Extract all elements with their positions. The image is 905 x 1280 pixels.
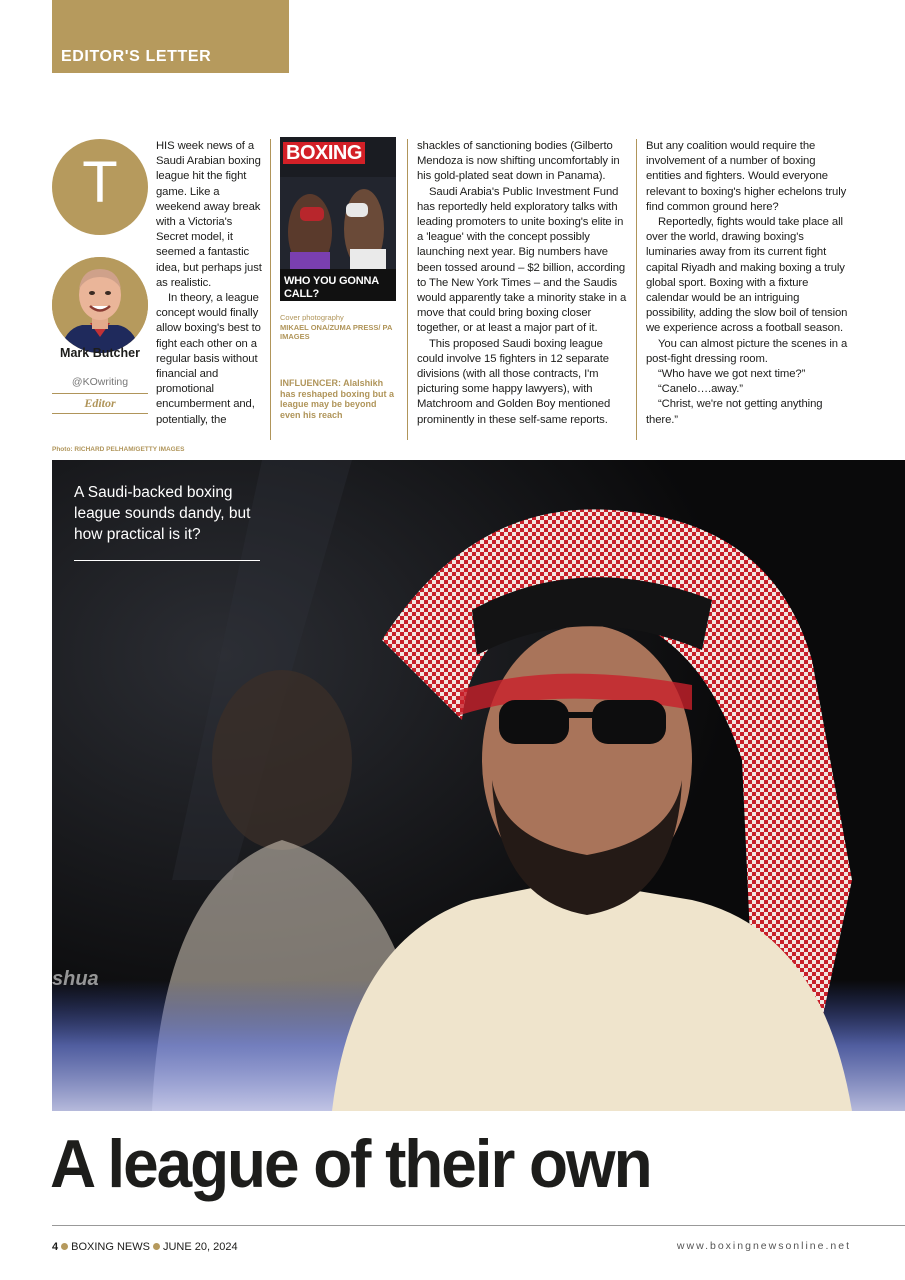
footer-rule bbox=[52, 1225, 905, 1226]
website-url: www.boxingnewsonline.net bbox=[676, 1240, 851, 1252]
cover-masthead: BOXING bbox=[283, 142, 365, 164]
column-rule bbox=[407, 139, 408, 440]
quote-line: “Canelo….away.” bbox=[658, 383, 743, 396]
hero-corner-text: shua bbox=[52, 968, 99, 990]
column-3 bbox=[417, 139, 627, 428]
quote-line: “Christ, we're not getting anything there.” bbox=[646, 398, 823, 426]
hero-subheading: A Saudi-backed boxing league sounds dandy, but how practical is it? bbox=[74, 484, 251, 543]
author-name: Mark Butcher bbox=[60, 346, 140, 360]
cover-caption-label: Cover photography bbox=[280, 313, 344, 322]
column-rule bbox=[270, 139, 271, 440]
divider bbox=[52, 413, 148, 414]
headline: A league of their own bbox=[50, 1126, 651, 1202]
paragraph: But any coalition would require the involvement of a number of boxing entities and fighters. Would everyone relevant to boxing's higher echelons truly find common ground here? bbox=[646, 140, 847, 213]
cover-caption bbox=[280, 313, 398, 342]
paragraph: Reportedly, fights would take place all over the world, drawing boxing's luminaries away from its current fight capital Riyadh and making boxing a truly global sport. Boxing with a fixture calendar would be an intriguing possibility, adding the slow boil of tension we experience across a football season. bbox=[646, 216, 848, 335]
column-rule bbox=[636, 139, 637, 440]
divider bbox=[52, 393, 148, 394]
paragraph: shackles of sanctioning bodies (Gilberto Mendoza is now shifting uncomfortably in his gold-plated seat down in Panama). bbox=[417, 140, 620, 183]
cover-line: WHO YOU GONNA CALL? bbox=[284, 275, 379, 300]
footer-folio bbox=[52, 1240, 238, 1254]
photo-credit: Photo: RICHARD PELHAM/GETTY IMAGES bbox=[52, 446, 185, 453]
cover-caption-credit: MIKAEL ONA/ZUMA PRESS/ PA IMAGES bbox=[280, 322, 393, 341]
dropcap-letter: T bbox=[82, 150, 118, 215]
dot-icon bbox=[153, 1243, 160, 1250]
column-1 bbox=[52, 139, 262, 445]
author-role: Editor bbox=[84, 396, 116, 410]
column-4 bbox=[646, 139, 851, 428]
influencer-caption: INFLUENCER: Alalshikh has reshaped boxing but a league may be beyond even his reach bbox=[280, 378, 395, 420]
publication-name: BOXING NEWS bbox=[71, 1241, 150, 1253]
quote-line: “Who have we got next time?” bbox=[658, 368, 806, 381]
divider bbox=[74, 560, 260, 561]
page-number: 4 bbox=[52, 1241, 59, 1253]
paragraph: Saudi Arabia's Public Investment Fund has reportedly held exploratory talks with leading promoters to unite boxing's elite in a 'league' with the concept possibly launching next year. Big numbers have been tossed around – $2 billion, according to The New York Times – and the Saudis would apparently take a minority stake in a move that could bring boxing closer together, or at least a major part of it. bbox=[417, 185, 627, 335]
paragraph: You can almost picture the scenes in a post-fight dressing room. bbox=[646, 337, 848, 365]
paragraph: This proposed Saudi boxing league could involve 15 fighters in 12 separate divisions (with all those contracts, I'm picturing some happy lawyers), with Matchroom and Golden Boy mentioned prominently in these self-same reports. bbox=[417, 337, 611, 426]
paragraph: HIS week news of a Saudi Arabian boxing league hit the fight game. Like a weekend away break with a Victoria's Secret model, it seemed a fantastic idea, but perhaps just as realistic. bbox=[156, 140, 262, 289]
section-label: EDITOR'S LETTER bbox=[61, 48, 212, 65]
dot-icon bbox=[61, 1243, 68, 1250]
paragraph: In theory, a league concept would finally allow boxing's best to fight each other on a regular basis without financial and promotional encumberment and, potentially, the bbox=[156, 292, 261, 426]
section-header-bar bbox=[52, 0, 289, 73]
issue-date: JUNE 20, 2024 bbox=[162, 1241, 238, 1253]
magazine-cover-image bbox=[280, 137, 396, 301]
hero-photo bbox=[52, 460, 905, 1111]
author-handle: @KOwriting bbox=[71, 376, 129, 388]
